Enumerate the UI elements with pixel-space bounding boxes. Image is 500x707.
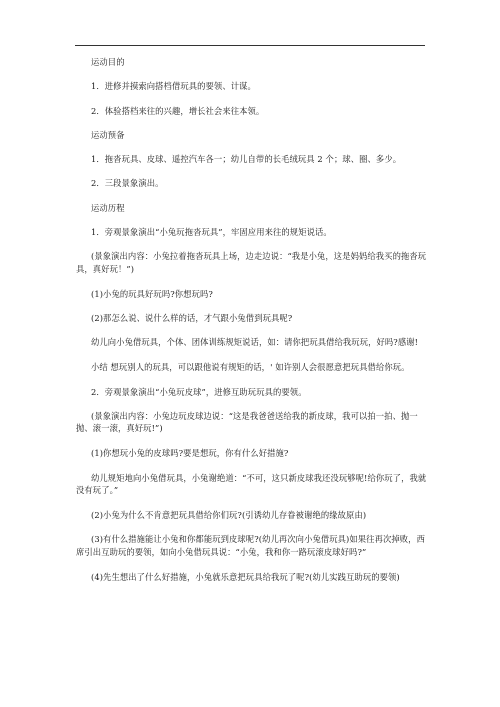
process-step-1: 1．旁观景象演出“小兔玩拖沓玩具”，牢固应用来往的规矩说话。	[91, 227, 332, 238]
scene-description-2: (景象演出内容：小兔边玩皮球边说：“这是我爸爸送给我的新皮球，我可以拍一拍、抛一抛、滚一滚，真好玩!”)	[76, 410, 418, 434]
goal-item-1: 1．进修并摸索向搭档借玩具的要领、计谋。	[91, 81, 256, 92]
question-2-1: (1)你想玩小兔的皮球吗?要是想玩，你有什么好措施?	[91, 448, 289, 459]
question-1-1: (1)小兔的玩具好玩吗?你想玩吗?	[91, 288, 213, 299]
section-heading-process: 运动历程	[91, 202, 125, 213]
practice-paragraph: 幼儿向小兔借玩具，个体、团体训练规矩说话，如：请你把玩具借给我玩玩，好吗?感谢!	[91, 337, 419, 348]
question-2-2: (2)小兔为什么不肯意把玩具借给你们玩?(引诱幼儿存眷被谢绝的缘故原由)	[91, 509, 367, 520]
goal-item-2: 2．体验搭档来往的兴趣，增长社会来往本领。	[91, 105, 265, 116]
process-step-2: 2．旁观景象演出“小兔玩皮球”，进修互助玩玩具的要领。	[91, 386, 307, 397]
refusal-paragraph: 幼儿规矩地向小兔借玩具，小兔谢绝道：“不可，这只新皮球我还没玩够呢!给你玩了，我就没有玩了。”	[76, 472, 427, 496]
scene-description-1: (景象演出内容：小兔拉着拖沓玩具上场，边走边说：“我是小兔，这是妈妈给我买的拖沓玩具，真好玩！”)	[76, 251, 427, 274]
section-heading-goals: 运动目的	[91, 57, 125, 67]
document-body	[76, 56, 428, 595]
question-2-4: (4)先生想出了什么好措施，小兔就乐意把玩具给我玩了呢?(幼儿实践互助玩的要领)	[91, 571, 400, 582]
header-rule	[75, 45, 425, 46]
question-1-2: (2)那怎么说、说什么样的话，才气跟小兔借到玩具呢?	[91, 313, 293, 324]
preparation-item-2: 2．三段景象演出。	[91, 178, 164, 189]
section-heading-preparation: 运动预备	[91, 129, 125, 140]
question-2-3: (3)有什么措施能让小兔和你都能玩到皮球呢?(幼儿再次向小兔借玩具)如果往再次掉败，西席引出互助玩的要领，如向小兔借玩具说：“小兔，我和你一路玩滚皮球好吗?”	[76, 534, 425, 557]
summary-paragraph: 小结 想玩别人的玩具，可以跟他说有规矩的话，' 如许别人会很愿意把玩具借给你玩。	[91, 362, 410, 373]
preparation-item-1: 1．拖沓玩具、皮球、遥控汽车各一；幼儿自带的长毛绒玩具 2 个；球、圈、多少。	[91, 154, 402, 165]
